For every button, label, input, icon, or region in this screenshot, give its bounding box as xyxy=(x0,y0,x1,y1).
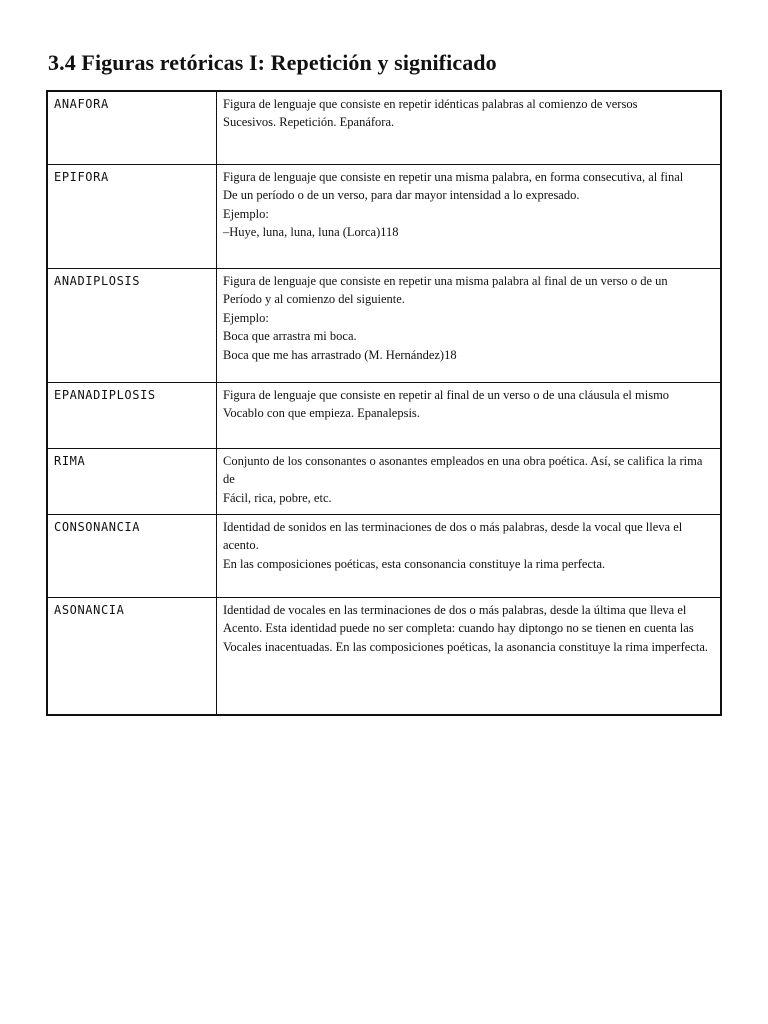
definition-cell xyxy=(217,269,722,383)
term-cell: ANAFORA xyxy=(47,91,217,165)
definition-cell xyxy=(217,91,722,165)
term-cell: ANADIPLOSIS xyxy=(47,269,217,383)
definition-cell xyxy=(217,598,722,716)
rhetorical-figures-table xyxy=(46,90,722,716)
definition-line: Identidad de sonidos en las terminaciones de dos o más palabras, desde la vocal que lleva el acento. xyxy=(223,520,683,553)
definition-cell xyxy=(217,449,722,515)
term-cell: ASONANCIA xyxy=(47,598,217,716)
definition-cell xyxy=(217,383,722,449)
table-row xyxy=(47,515,721,598)
definition-line: De un período o de un verso, para dar mayor intensidad a lo expresado. xyxy=(223,188,580,203)
definition-line: Figura de lenguaje que consiste en repetir una misma palabra al final de un verso o de un xyxy=(223,274,668,288)
term-cell: EPANADIPLOSIS xyxy=(47,383,217,449)
definition-line: Vocablo con que empieza. Epanalepsis. xyxy=(223,406,420,421)
definition-line: Figura de lenguaje que consiste en repetir idénticas palabras al comienzo de versos xyxy=(223,97,638,111)
definition-line: Período y al comienzo del siguiente. xyxy=(223,292,405,307)
definition-line: Sucesivos. Repetición. Epanáfora. xyxy=(223,115,395,130)
definition-cell xyxy=(217,515,722,598)
table-row xyxy=(47,449,721,515)
term-cell: EPIFORA xyxy=(47,165,217,269)
definition-cell xyxy=(217,165,722,269)
definition-line: Figura de lenguaje que consiste en repetir una misma palabra, en forma consecutiva, al final xyxy=(223,170,684,184)
term-cell: CONSONANCIA xyxy=(47,515,217,598)
table-row xyxy=(47,165,721,269)
table-row xyxy=(47,383,721,449)
definition-line: Conjunto de los consonantes o asonantes empleados en una obra poética. Así, se califica la rima de xyxy=(223,454,703,487)
definition-line: Acento. Esta identidad puede no ser completa: cuando hay diptongo no se tienen en cuenta las xyxy=(223,621,694,636)
example-label: Ejemplo: xyxy=(223,206,269,221)
definition-line: Fácil, rica, pobre, etc. xyxy=(223,490,332,505)
definition-line: Figura de lenguaje que consiste en repetir al final de un verso o de una cláusula el mismo xyxy=(223,388,670,402)
example-label: Ejemplo: xyxy=(223,310,269,325)
example-line: –Huye, luna, luna, luna (Lorca)118 xyxy=(223,225,399,240)
example-line: Boca que arrastra mi boca. xyxy=(223,329,357,344)
definition-line: Identidad de vocales en las terminaciones de dos o más palabras, desde la última que lleva el xyxy=(223,603,687,617)
definition-line: En las composiciones poéticas, esta consonancia constituye la rima perfecta. xyxy=(223,556,606,571)
example-line: Boca que me has arrastrado (M. Hernández)18 xyxy=(223,347,457,362)
term-cell: RIMA xyxy=(47,449,217,515)
table-row xyxy=(47,269,721,383)
page-title: 3.4 Figuras retóricas I: Repetición y significado xyxy=(48,50,497,75)
table-row xyxy=(47,91,721,165)
table-row xyxy=(47,598,721,716)
definition-line: Vocales inacentuadas. En las composiciones poéticas, la asonancia constituye la rima imperfecta. xyxy=(223,639,709,654)
